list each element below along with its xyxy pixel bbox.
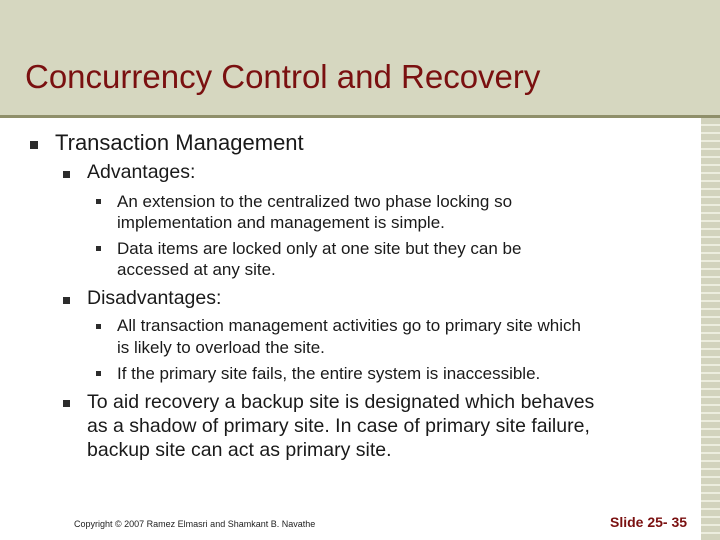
recovery-line3: backup site can act as primary site. [87, 439, 392, 461]
square-bullet-icon [96, 371, 101, 376]
bullet-advantages: Advantages: [87, 161, 196, 183]
bullet-transaction-management: Transaction Management [55, 130, 304, 155]
square-bullet-icon [30, 141, 38, 149]
recovery-line1: To aid recovery a backup site is designated which behaves [87, 391, 595, 413]
square-bullet-icon [96, 199, 101, 204]
advantage-item-1-line1: An extension to the centralized two phase locking so [117, 192, 513, 211]
square-bullet-icon [63, 400, 70, 407]
disadvantage-item-2-line1: If the primary site fails, the entire system is inaccessible. [117, 364, 541, 383]
square-bullet-icon [96, 246, 101, 251]
square-bullet-icon [63, 171, 70, 178]
advantage-item-2-line2: accessed at any site. [117, 260, 276, 279]
title-divider [0, 115, 720, 118]
disadvantage-item-1-line1: All transaction management activities go to primary site which [117, 316, 581, 335]
recovery-line2: as a shadow of primary site. In case of primary site failure, [87, 415, 590, 437]
square-bullet-icon [96, 324, 101, 329]
bullet-disadvantages: Disadvantages: [87, 287, 222, 309]
decorative-stripe [701, 118, 720, 540]
slide-title: Concurrency Control and Recovery [25, 58, 541, 95]
slide-number: Slide 25- 35 [610, 514, 688, 530]
advantage-item-2-line1: Data items are locked only at one site but they can be [117, 239, 522, 258]
copyright-notice: Copyright © 2007 Ramez Elmasri and Shamkant B. Navathe [74, 519, 316, 529]
square-bullet-icon [63, 297, 70, 304]
advantage-item-1-line2: implementation and management is simple. [117, 213, 445, 232]
disadvantage-item-1-line2: is likely to overload the site. [117, 338, 325, 357]
